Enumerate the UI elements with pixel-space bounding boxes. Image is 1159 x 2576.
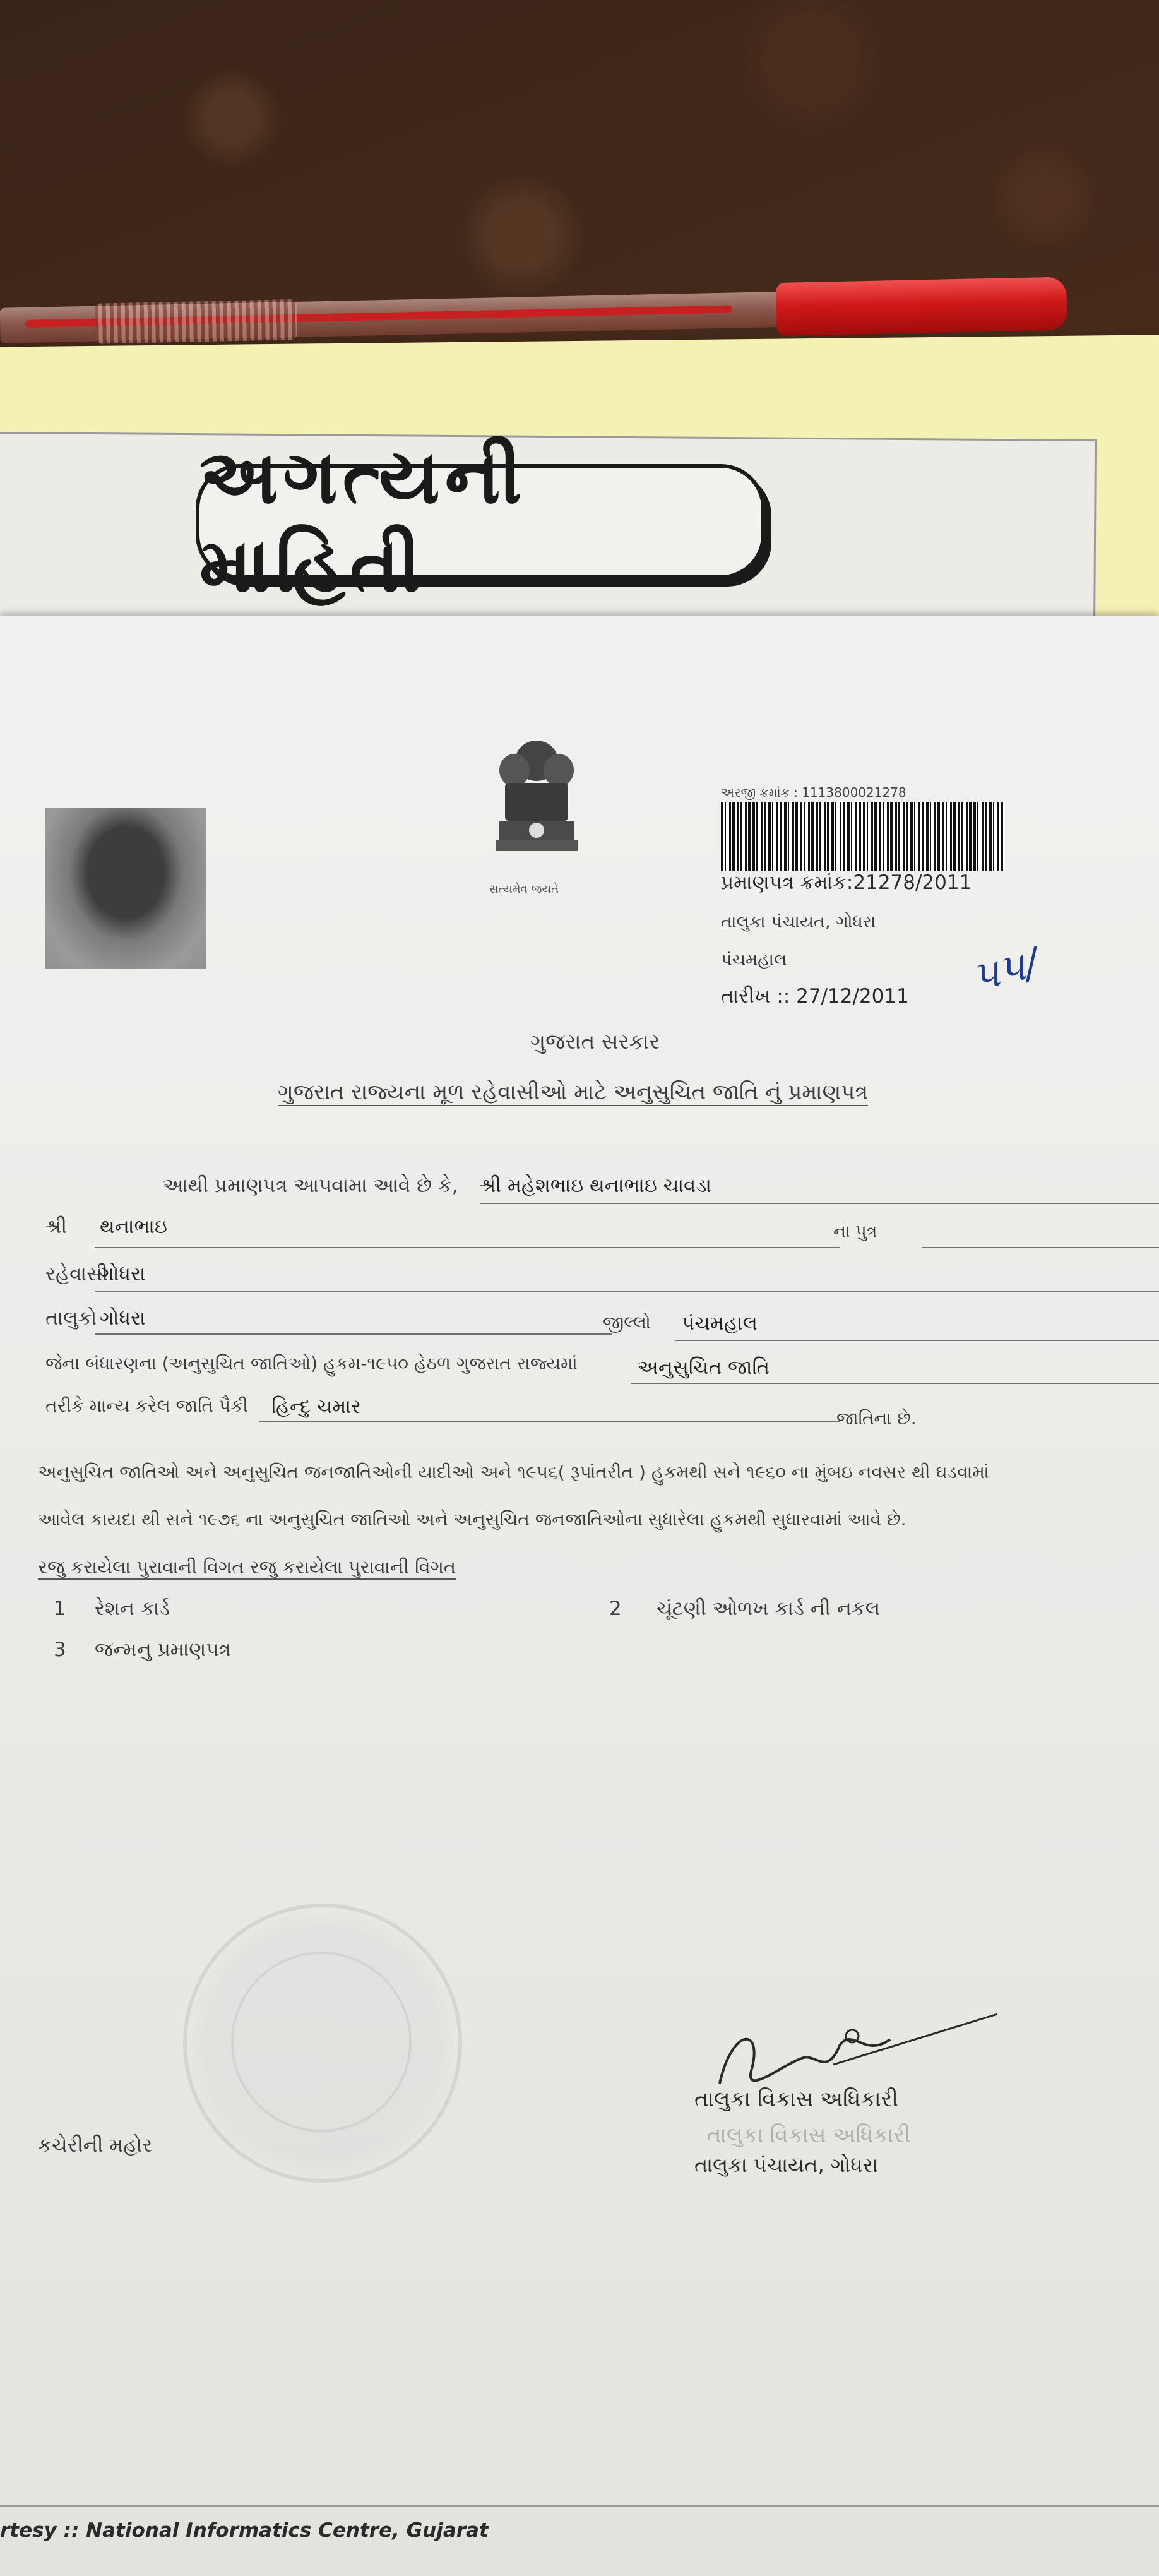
certificate-title: ગુજરાત રાજ્યના મૂળ રહેવાસીઓ માટે અનુસુચિત જાતિ નું પ્રમાણપત્ર [278,1080,869,1105]
legal-paragraph-line-2: આવેલ કાયદા થી સને ૧૯૭૬ ના અનુસુચિત જાતિઓ અને અનુસુચિત જનજાતિઓના સુધારેલા હુકમથી સુધારવામાં આવે છે. [38,1509,906,1530]
office-seal [183,1904,462,2183]
pen-cap [776,277,1067,336]
evidence-item-2-no: 2 [609,1597,622,1620]
order-value: અનુસુચિત જાતિ [638,1356,770,1379]
evidence-item-3-no: 3 [54,1638,66,1661]
order-text: જેના બંધારણના (અનુસુચિત જાતિઓ) હુકમ-૧૯૫૦ હેઠળ ગુજરાત રાજ્યમાં [45,1353,578,1374]
footer-divider [0,2505,1159,2507]
evidence-item-3-label: જન્મનુ પ્રમાણપત્ર [95,1638,231,1661]
district-label: જીલ્લો [603,1312,651,1333]
resident-label: રહેવાસી [45,1263,108,1285]
order-underline [631,1383,1159,1384]
father-name-underline [95,1247,840,1248]
issue-date: તારીખ :: 27/12/2011 [721,985,909,1008]
certificate-number: પ્રમાણપત્ર ક્રમાંક:21278/2011 [721,871,972,894]
applicant-photo [45,808,206,969]
barcode [721,802,1005,871]
district-value: પંચમહાલ [682,1312,758,1335]
holder-name-underline [480,1203,1159,1204]
application-number: અરજી ક્રમાંક : 1113800021278 [721,785,906,800]
resident-value: ગોધરા [100,1263,146,1285]
caste-underline [259,1421,840,1422]
father-name: થનાભાઇ [100,1215,167,1238]
evidence-item-1-label: રેશન કાર્ડ [95,1597,170,1620]
office-seal-label: કચેરીની મહોર [38,2134,153,2157]
resident-underline [95,1291,1159,1292]
handwritten-mark: ૫૫/ [967,939,1044,1001]
holder-name: શ્રી મહેશભાઇ થનાભાઇ ચાવડા [480,1174,711,1197]
issuing-office: તાલુકા પંચાયત, ગોધરા [721,912,876,932]
evidence-item-1-no: 1 [54,1597,66,1620]
emblem-caption: સત્યમેવ જયતે [489,883,559,896]
certificate-intro: આથી પ્રમાણપત્ર આપવામા આવે છે કે, [163,1174,458,1197]
evidence-item-2-label: ચૂંટણી ઓળખ કાર્ડ ની નકલ [657,1597,881,1620]
taluka-value: ગોધરા [100,1307,146,1330]
officer-title-faded: તાલુકા વિકાસ અધિકારી [707,2123,911,2148]
son-of-underline [922,1247,1159,1248]
pen-grip [95,299,297,344]
caste-suffix: જાતિના છે. [836,1408,917,1429]
son-of-label: ના પુત્ર [833,1222,877,1241]
important-info-banner: અગત્યની માહિતી [196,464,765,579]
office-seal-inner-ring [231,1952,412,2132]
taluka-label: તાલુકો [45,1307,97,1330]
issuing-district: પંચમહાલ [721,950,787,970]
courtesy-footer: rtesy :: National Informatics Centre, Gujarat [0,2519,489,2542]
officer-title: તાલુકા વિકાસ અધિકારી [694,2087,898,2112]
evidence-heading: રજુ કરાયેલા પુરાવાની વિગત રજુ કરાયેલા પુરાવાની વિગત [38,1556,456,1580]
taluka-underline [95,1333,612,1335]
district-underline [675,1340,1159,1341]
caste-value: હિન્દુ ચમાર [271,1395,362,1418]
national-emblem-icon [480,736,593,893]
caste-prefix: તરીકે માન્ય કરેલ જાતિ પૈકી [45,1395,248,1416]
officer-office: તાલુકા પંચાયત, ગોધરા [694,2153,878,2177]
father-prefix: શ્રી [45,1215,68,1238]
government-name: ગુજરાત સરકાર [530,1029,660,1054]
legal-paragraph-line-1: અનુસુચિત જાતિઓ અને અનુસુચિત જનજાતિઓની યાદીઓ અને ૧૯૫૬( રૂપાંતરીત ) હુકમથી સને ૧૯૬૦ ના મુંબઇ નવસર થી ઘડવામાં [38,1462,989,1482]
